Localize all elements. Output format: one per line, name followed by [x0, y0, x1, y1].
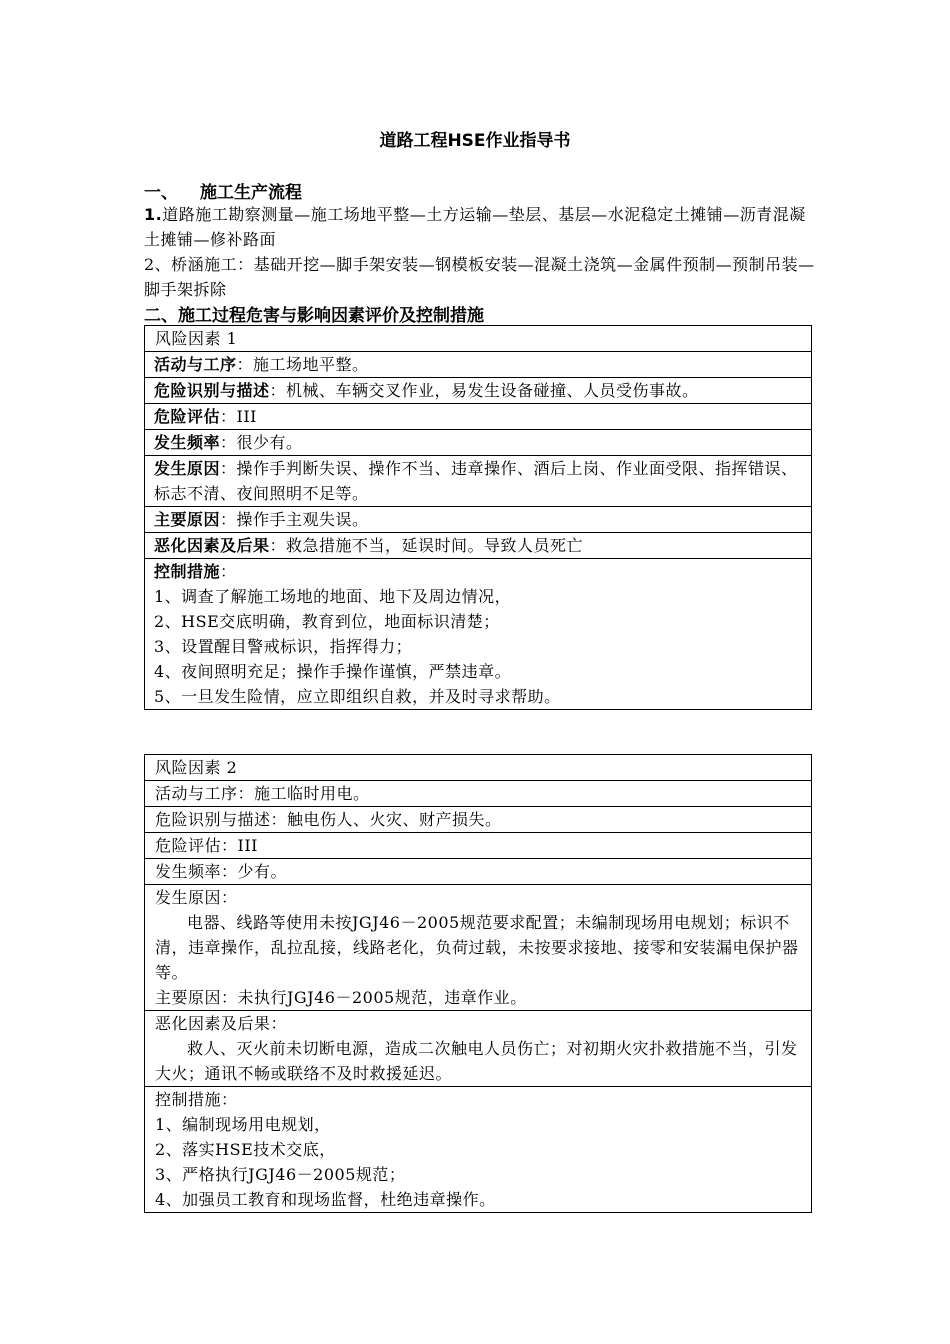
risk-2-control-item: 2、落实HSE技术交底，	[155, 1140, 336, 1159]
process-item-road-number: 1.	[144, 205, 163, 224]
risk-1-main-cause-label: 主要原因	[154, 510, 221, 529]
risk-1-main-cause-value: ：操作手主观失误。	[220, 510, 369, 529]
risk-1-title: 风险因素 1	[145, 326, 812, 352]
risk-1-control-item: 2、HSE交底明确，教育到位，地面标识清楚；	[154, 612, 500, 631]
risk-1-eval-value: ：III	[220, 407, 257, 426]
risk-2-control-item: 1、编制现场用电规划，	[155, 1115, 331, 1134]
risk-1-freq-label: 发生频率	[154, 433, 221, 452]
risk-1-freq-value: ：很少有。	[220, 433, 303, 452]
process-item-road-text: 道路施工勘察测量—施工场地平整—土方运输—垫层、基层—水泥稳定土摊铺—沥青混凝土摊铺—修补路面	[144, 205, 806, 249]
risk-2-freq: 发生频率：少有。	[145, 859, 812, 885]
section-1-heading	[144, 178, 302, 203]
risk-1-freq-row	[145, 430, 812, 456]
risk-factor-2-table	[144, 754, 812, 1213]
risk-1-controls-label: 控制措施	[154, 562, 221, 581]
risk-1-activity-label: 活动与工序	[154, 355, 237, 374]
risk-1-control-item: 1、调查了解施工场地的地面、地下及周边情况，	[154, 587, 512, 606]
risk-1-control-item: 5、一旦发生险情，应立即组织自救，并及时寻求帮助。	[154, 687, 561, 706]
risk-factor-1-table	[144, 325, 812, 710]
section-1-title: 施工生产流程	[200, 183, 302, 203]
risk-2-worsening-label: 恶化因素及后果：	[155, 1014, 288, 1033]
risk-1-controls-colon: ：	[220, 562, 237, 581]
risk-2-cause-text: 电器、线路等使用未按JGJ46－2005规范要求配置；未编制现场用电规划；标识不清，违章操作，乱拉乱接，线路老化，负荷过载，未按要求接地、接零和安装漏电保护器等。	[155, 913, 799, 982]
risk-1-control-item: 3、设置醒目警戒标识，指挥得力；	[154, 637, 413, 656]
section-1-number: 一、	[144, 183, 178, 203]
risk-1-eval-label: 危险评估	[154, 407, 221, 426]
risk-2-activity: 活动与工序：施工临时用电。	[145, 781, 812, 807]
section-2-heading: 二、施工过程危害与影响因素评价及控制措施	[144, 306, 484, 326]
risk-2-control-item: 3、严格执行JGJ46－2005规范；	[155, 1165, 406, 1184]
risk-1-worsening-row	[145, 533, 812, 559]
risk-1-hazard-value: ：机械、车辆交叉作业，易发生设备碰撞、人员受伤事故。	[269, 381, 699, 400]
risk-1-hazard-label: 危险识别与描述	[154, 381, 270, 400]
risk-1-worsening-value: ：救急措施不当，延误时间。导致人员死亡	[269, 536, 584, 555]
risk-2-cause-label: 发生原因：	[155, 888, 238, 907]
risk-2-controls-label: 控制措施：	[155, 1090, 238, 1109]
risk-1-cause-label: 发生原因	[154, 459, 221, 478]
risk-1-hazard-row	[145, 378, 812, 404]
risk-1-controls-cell	[145, 559, 812, 710]
risk-1-eval-row	[145, 404, 812, 430]
risk-2-worsening-text: 救人、灭火前未切断电源，造成二次触电人员伤亡；对初期火灾扑救措施不当，引发大火；通讯不畅或联络不及时救援延迟。	[155, 1039, 798, 1083]
risk-1-cause-value: ：操作手判断失误、操作不当、违章操作、酒后上岗、作业面受限、指挥错误、标志不清、夜间照明不足等。	[154, 459, 798, 503]
risk-1-activity-value: ：施工场地平整。	[236, 355, 369, 374]
risk-2-title: 风险因素 2	[145, 755, 812, 781]
risk-1-main-cause-row	[145, 507, 812, 533]
risk-1-control-item: 4、夜间照明充足；操作手操作谨慎，严禁违章。	[154, 662, 512, 681]
process-item-road	[144, 202, 820, 252]
risk-2-eval: 危险评估：III	[145, 833, 812, 859]
process-item-bridge: 2、桥涵施工：基础开挖—脚手架安装—钢模板安装—混凝土浇筑—金属件预制—预制吊装—脚手架拆除	[144, 255, 815, 299]
document-title: 道路工程HSE作业指导书	[379, 131, 571, 151]
risk-2-cause-cell	[145, 885, 812, 1011]
risk-2-control-item: 4、加强员工教育和现场监督，杜绝违章操作。	[155, 1190, 496, 1209]
risk-2-worsening-cell	[145, 1011, 812, 1087]
risk-2-controls-cell	[145, 1087, 812, 1213]
risk-2-main-cause: 主要原因：未执行JGJ46－2005规范，违章作业。	[155, 988, 527, 1007]
risk-2-hazard: 危险识别与描述：触电伤人、火灾、财产损失。	[145, 807, 812, 833]
risk-1-worsening-label: 恶化因素及后果	[154, 536, 270, 555]
risk-1-cause-row	[145, 456, 812, 507]
risk-1-activity-row	[145, 352, 812, 378]
